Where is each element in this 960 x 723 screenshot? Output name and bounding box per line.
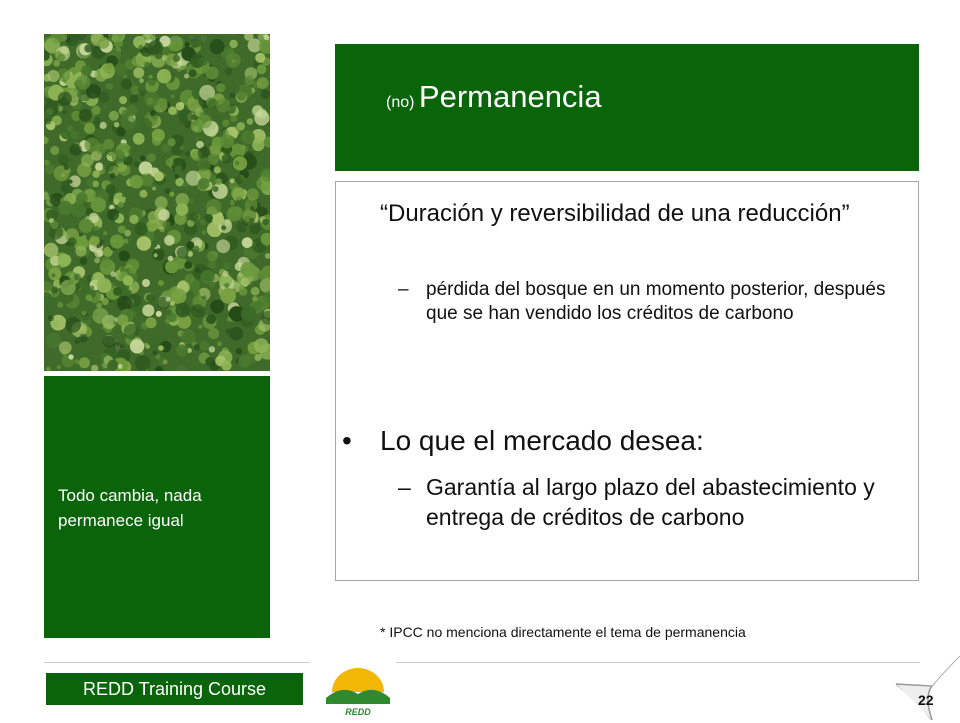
sub-point-2-text: Garantía al largo plazo del abastecimiento y entrega de créditos de carbono — [426, 474, 875, 530]
title-prefix: (no) — [386, 94, 415, 111]
bullet-point-2 — [342, 424, 704, 458]
dash-marker: – — [398, 279, 409, 300]
footnote: * IPCC no menciona directamente el tema de permanencia — [380, 624, 746, 640]
sub-point-2 — [398, 472, 928, 532]
page-number: 22 — [918, 692, 934, 708]
bullet-marker: • — [342, 425, 352, 456]
logo-text: REDD — [345, 707, 371, 717]
slide-title — [386, 79, 602, 115]
sidebar-caption-box — [44, 376, 270, 638]
forest-photo — [44, 34, 270, 371]
title-bar — [335, 44, 919, 171]
page-curl-icon — [888, 656, 960, 720]
footer-divider-left — [44, 662, 310, 663]
content-box — [335, 181, 919, 581]
sidebar-caption: Todo cambia, nada permanece igual — [58, 486, 202, 530]
footer-divider-right — [396, 662, 920, 663]
sub-point-1 — [398, 278, 888, 326]
dash-marker: – — [398, 474, 411, 500]
forest-canopy-image — [44, 34, 270, 371]
course-label: REDD Training Course — [46, 673, 303, 705]
title-main: Permanencia — [418, 79, 602, 114]
definition-quote: “Duración y reversibilidad de una reducción” — [380, 200, 850, 227]
bullet-point-2-text: Lo que el mercado desea: — [380, 425, 704, 456]
sub-point-1-text: pérdida del bosque en un momento posterior, después que se han vendido los créditos de carbono — [426, 279, 886, 324]
redd-logo — [322, 664, 394, 718]
